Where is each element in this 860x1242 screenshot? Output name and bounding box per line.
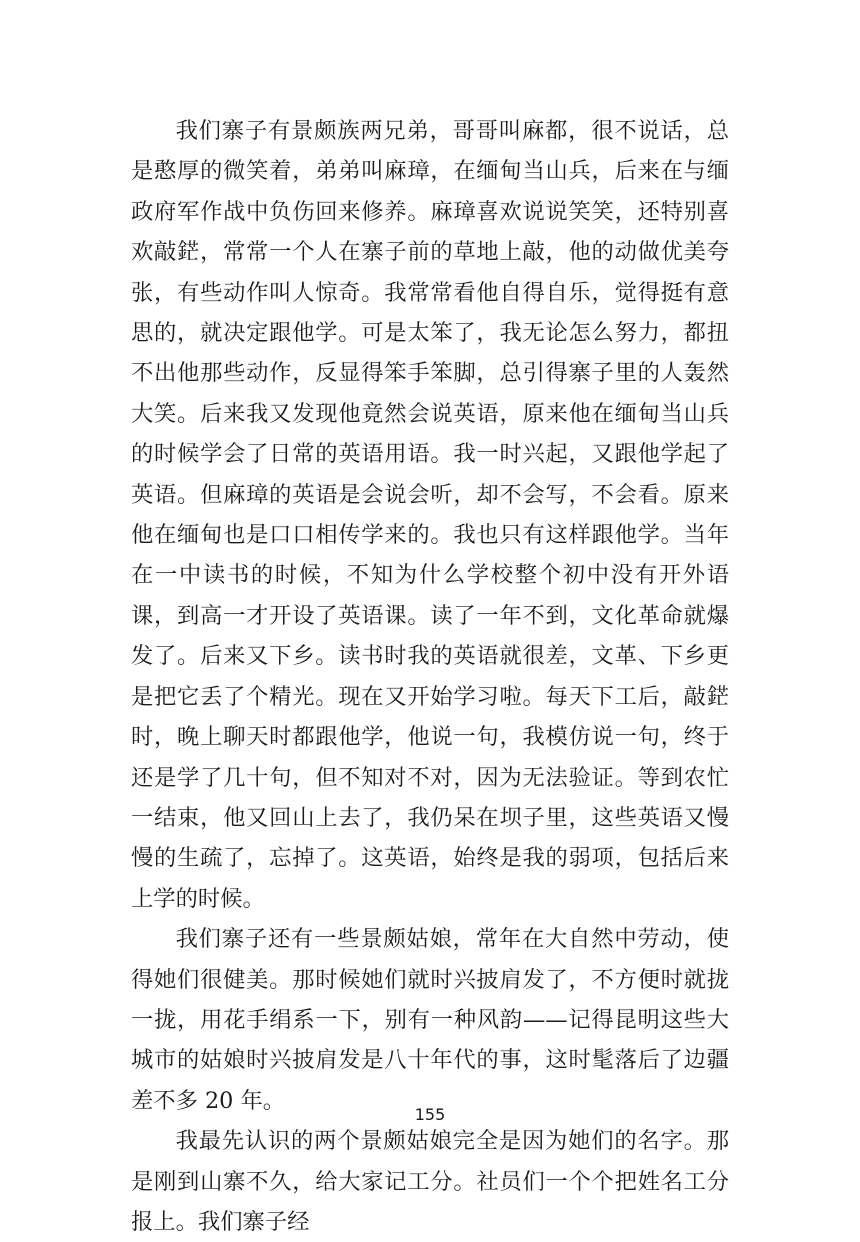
page-number: 155 xyxy=(414,1105,446,1124)
body-text xyxy=(131,111,729,1242)
paragraph-3: 我最先认识的两个景颇姑娘完全是因为她们的名字。那是刚到山寨不久，给大家记工分。社员们一个个把姓名工分报上。我们寨子经 xyxy=(131,1128,729,1235)
paragraph-2: 我们寨子还有一些景颇姑娘，常年在大自然中劳动，使得她们很健美。那时候她们就时兴披肩发了，不方便时就拢一拢，用花手绢系一下，别有一种风韵——记得昆明这些大城市的姑娘时兴披肩发是八十年代的事，这时髦落后了边疆差不多 20 年。 xyxy=(131,926,729,1114)
paragraph-1: 我们寨子有景颇族两兄弟，哥哥叫麻都，很不说话，总是憨厚的微笑着，弟弟叫麻璋，在缅甸当山兵，后来在与缅政府军作战中负伤回来修养。麻璋喜欢说说笑笑，还特别喜欢敲鋩，常常一个人在寨子前的草地上敲，他的动做优美夸张，有些动作叫人惊奇。我常常看他自得自乐，觉得挺有意思的，就决定跟他学。可是太笨了，我无论怎么努力，都扭不出他那些动作，反显得笨手笨脚，总引得寨子里的人轰然大笑。后来我又发现他竟然会说英语，原来他在缅甸当山兵的时候学会了日常的英语用语。我一时兴起，又跟他学起了英语。但麻璋的英语是会说会听，却不会写，不会看。原来他在缅甸也是口口相传学来的。我也只有这样跟他学。当年在一中读书的时候，不知为什么学校整个初中没有开外语课，到高一才开设了英语课。读了一年不到，文化革命就爆发了。后来又下乡。读书时我的英语就很差，文革、下乡更是把它丢了个精光。现在又开始学习啦。每天下工后，敲鋩时，晚上聊天时都跟他学，他说一句，我模仿说一句，终于还是学了几十句，但不知对不对，因为无法验证。等到农忙一结束，他又回山上去了，我仍呆在坝子里，这些英语又慢慢的生疏了，忘掉了。这英语，始终是我的弱项，包括后来上学的时候。 xyxy=(131,118,729,912)
